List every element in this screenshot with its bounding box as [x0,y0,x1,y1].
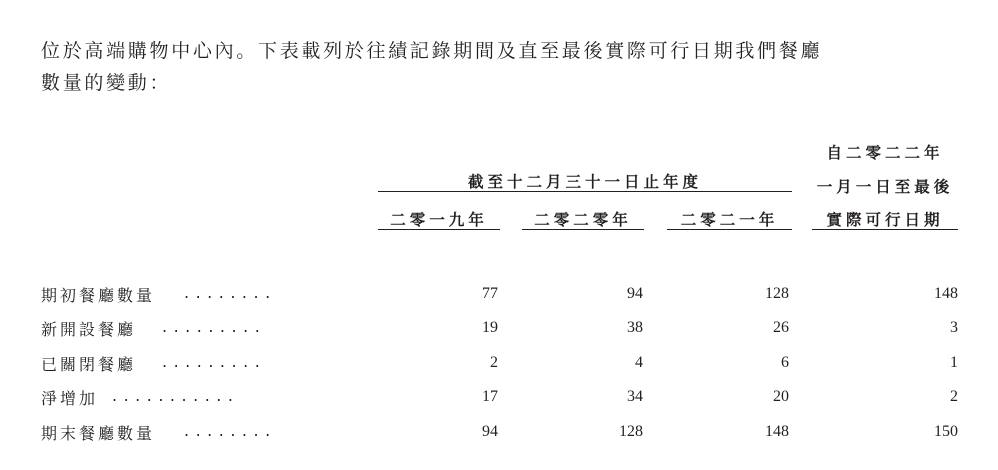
last-header-line-1: 自二零二二年 [826,144,944,162]
intro-line-1: 位於高端購物中心內。下表載列於往績記錄期間及直至最後實際可行日期我們餐廳 [41,40,823,62]
value-2021: 20 [773,388,789,405]
intro-line-2: 數量的變動： [41,72,172,94]
intro-paragraph [41,35,971,99]
value-latest: 1 [950,354,958,371]
row-label: 新開設餐廳 [41,320,137,339]
row-label: 期末餐廳數量 [41,424,156,443]
value-2020: 4 [635,354,643,371]
group-header-rule [378,191,792,192]
value-latest: 148 [934,285,958,302]
last-header-rule [812,229,958,230]
value-2021: 26 [773,319,789,336]
leader-dots: ......... [162,352,267,371]
value-latest: 2 [950,388,958,405]
row-label: 期初餐廳數量 [41,286,156,305]
value-2020: 94 [627,285,643,302]
column-rule-2021 [667,229,792,230]
value-2020: 38 [627,319,643,336]
value-2021: 6 [781,354,789,371]
year-group-header: 截至十二月三十一日止年度 [467,173,702,191]
column-rule-2019 [378,229,500,230]
value-latest: 3 [950,319,958,336]
value-2021: 148 [765,423,789,440]
value-2019: 77 [482,285,498,302]
value-2020: 128 [619,423,643,440]
value-2019: 17 [482,388,498,405]
value-2021: 128 [765,285,789,302]
last-header-line-2: 一月一日至最後 [816,178,954,196]
row-label: 已關閉餐廳 [41,355,137,374]
value-latest: 150 [934,423,958,440]
value-2020: 34 [627,388,643,405]
leader-dots: ........ [184,421,277,440]
column-header-2019: 二零一九年 [390,211,488,229]
leader-dots: ........... [112,386,240,405]
column-header-2021: 二零二一年 [680,211,779,229]
value-2019: 94 [482,423,498,440]
leader-dots: ......... [162,317,267,336]
column-header-2020: 二零二零年 [534,211,632,229]
value-2019: 19 [482,319,498,336]
row-label: 淨增加 [41,389,99,408]
value-2019: 2 [490,354,498,371]
leader-dots: ........ [184,283,277,302]
last-header-line-3: 實際可行日期 [826,211,944,229]
column-rule-2020 [522,229,644,230]
